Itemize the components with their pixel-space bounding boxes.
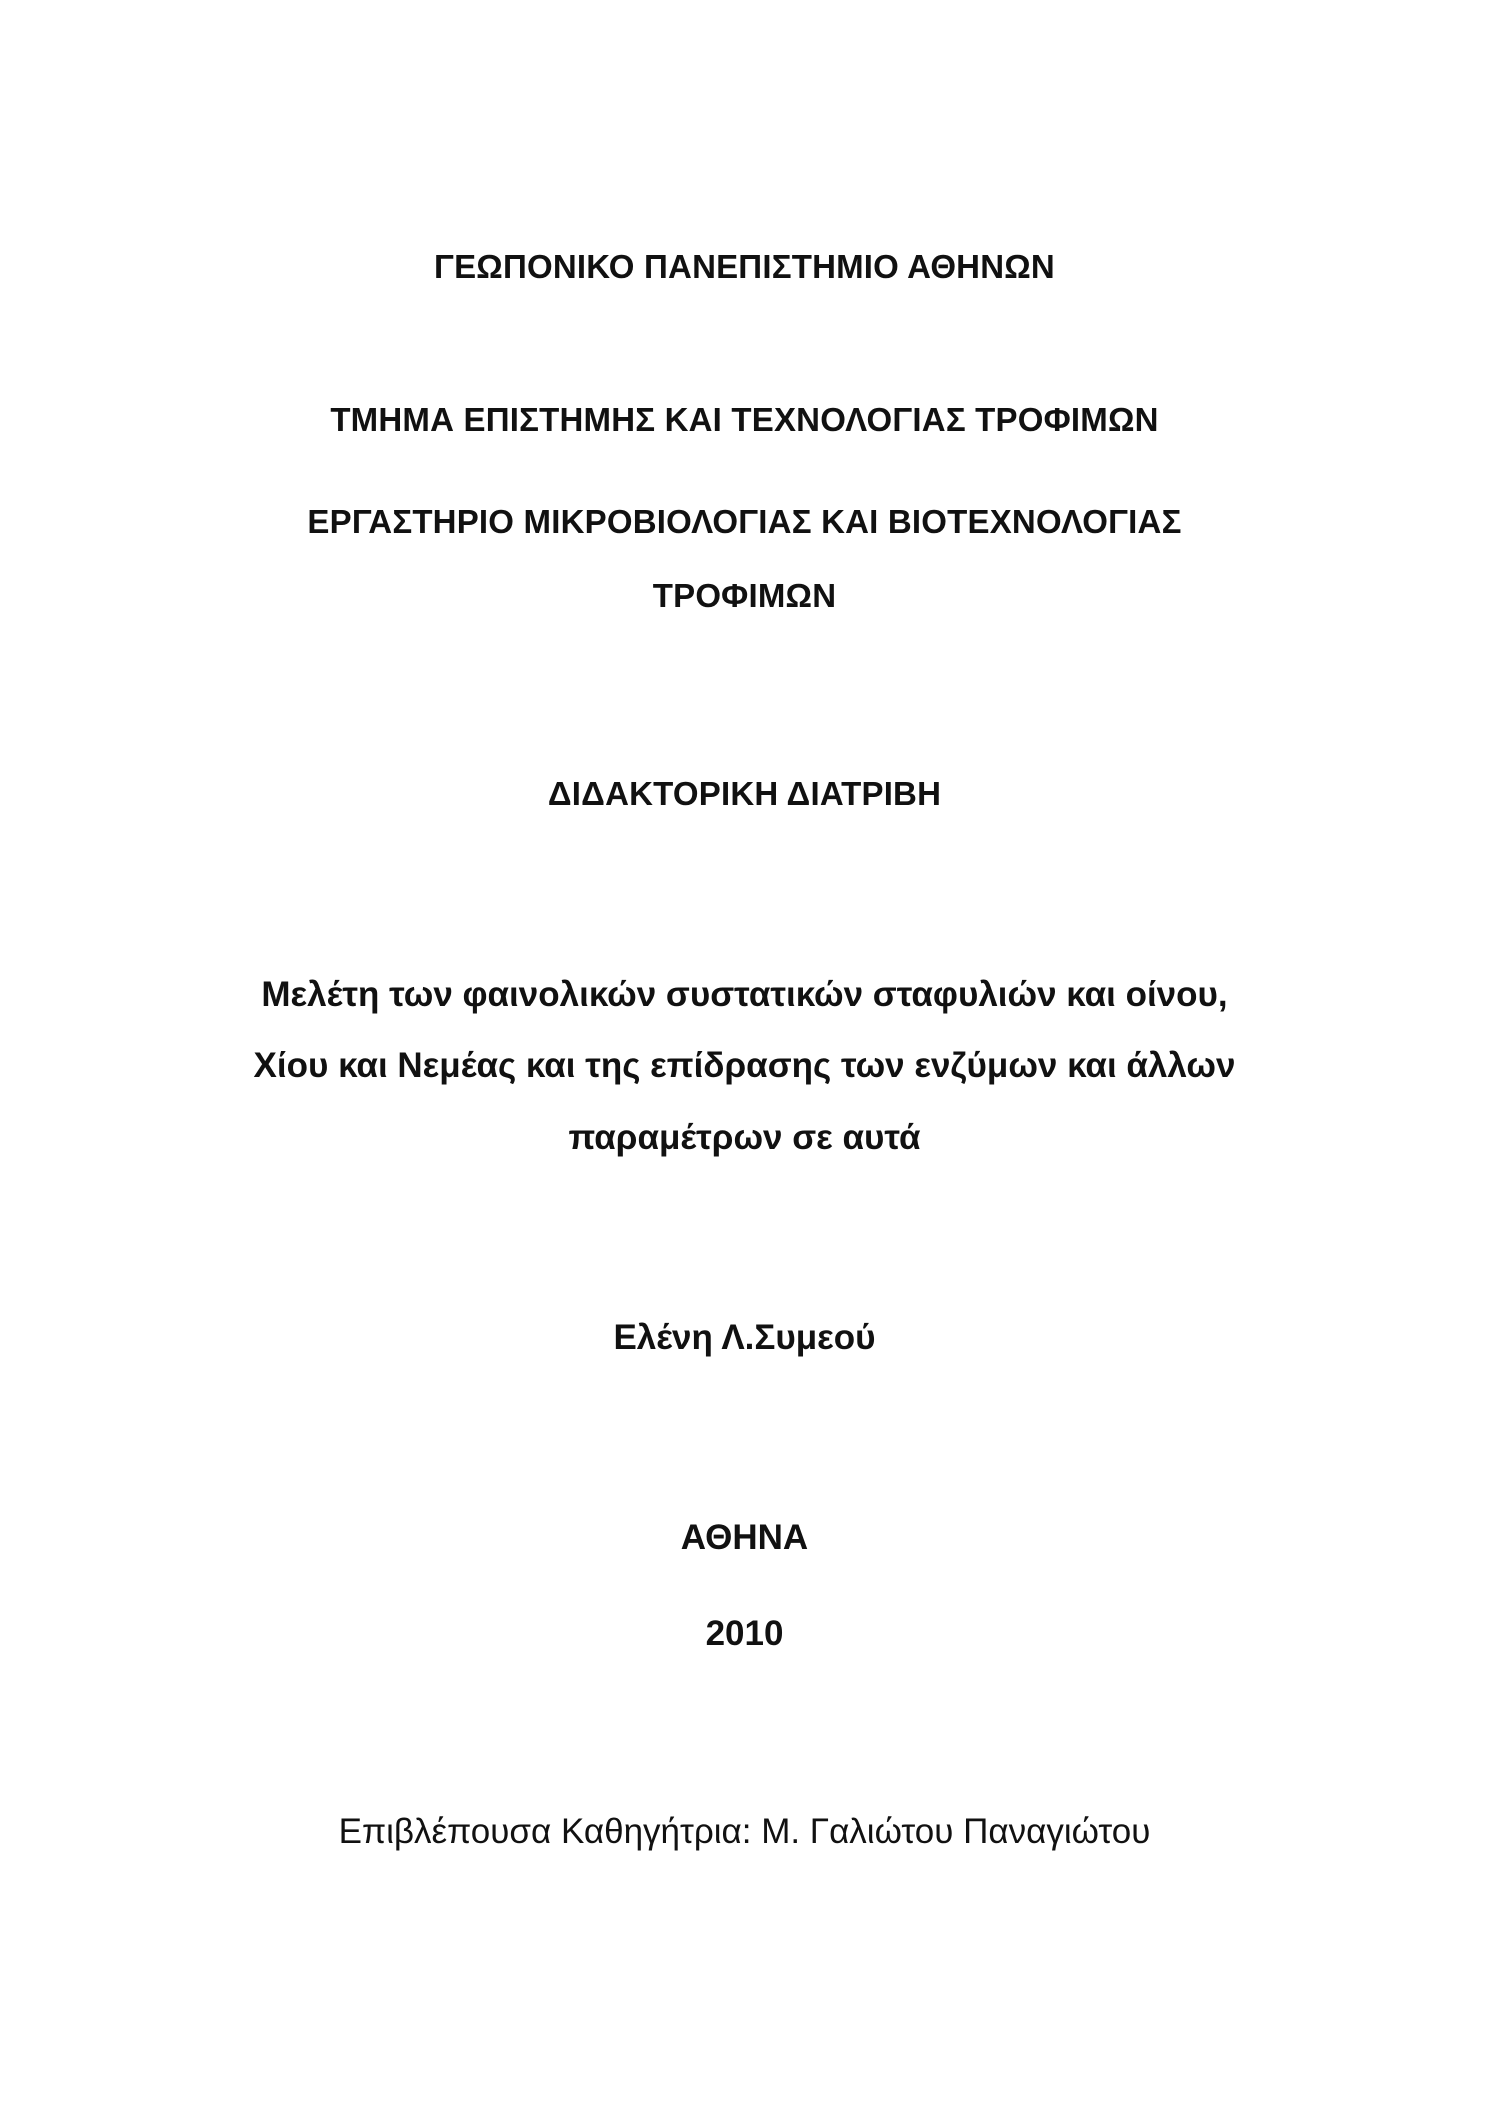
city: ΑΘΗΝΑ [680,1518,809,1557]
year: 2010 [705,1614,784,1653]
university-name: ΓΕΩΠΟΝΙΚΟ ΠΑΝΕΠΙΣΤΗΜΙΟ ΑΘΗΝΩΝ [434,248,1055,285]
document-type: ΔΙΔΑΚΤΟΡΙΚΗ ΔΙΑΤΡΙΒΗ [547,775,942,812]
laboratory-name-line-1: ΕΡΓΑΣΤΗΡΙΟ ΜΙΚΡΟΒΙΟΛΟΓΙΑΣ ΚΑΙ ΒΙΟΤΕΧΝΟΛΟΓΙΑΣ [307,503,1182,540]
department-name: ΤΜΗΜΑ ΕΠΙΣΤΗΜΗΣ ΚΑΙ ΤΕΧΝΟΛΟΓΙΑΣ ΤΡΟΦΙΜΩΝ [330,401,1159,438]
supervisor: Επιβλέπουσα Καθηγήτρια: Μ. Γαλιώτου Παναγιώτου [338,1812,1151,1851]
laboratory-name-line-2: ΤΡΟΦΙΜΩΝ [652,577,837,614]
thesis-title-line-3: παραμέτρων σε αυτά [568,1118,921,1157]
author-name: Ελένη Λ.Συμεού [613,1318,876,1357]
thesis-title-line-2: Χίου και Νεμέας και της επίδρασης των ενζύμων και άλλων [253,1046,1236,1085]
thesis-title-line-1: Μελέτη των φαινολικών συστατικών σταφυλιών και οίνου, [261,975,1228,1014]
